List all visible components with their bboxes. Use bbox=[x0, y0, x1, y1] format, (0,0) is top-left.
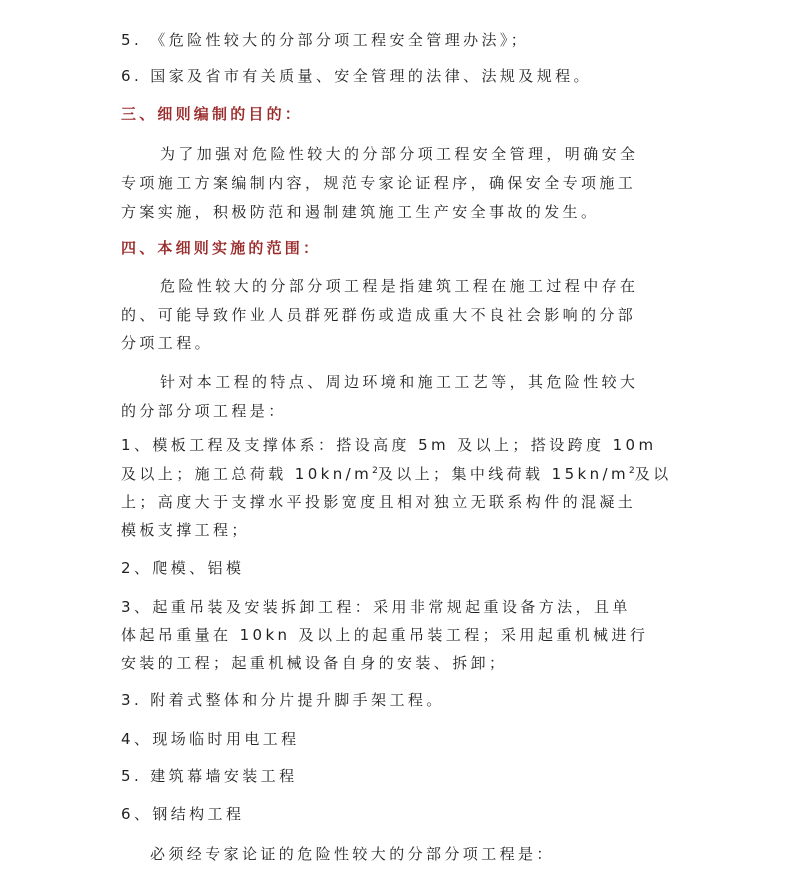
list-label: 5. bbox=[121, 31, 143, 49]
list-item-line: 模板支撑工程； bbox=[121, 521, 250, 539]
list-item-line bbox=[121, 464, 672, 484]
paragraph-line: 的分部分项工程是： bbox=[121, 402, 287, 420]
list-item: 4、现场临时用电工程 bbox=[121, 730, 300, 748]
paragraph-line: 为了加强对危险性较大的分部分项工程安全管理，明确安全 bbox=[160, 145, 639, 163]
superscript: 2 bbox=[372, 466, 378, 476]
list-item: 5. 建筑幕墙安装工程 bbox=[121, 767, 298, 785]
paragraph-line: 方案实施，积极防范和遏制建筑施工生产安全事故的发生。 bbox=[121, 203, 600, 221]
paragraph-line: 危险性较大的分部分项工程是指建筑工程在施工过程中存在 bbox=[160, 277, 639, 295]
text-segment: 及以上；施工总荷载 10kn/m bbox=[121, 465, 373, 483]
paragraph-line: 的、可能导致作业人员群死群伤或造成重大不良社会影响的分部 bbox=[121, 306, 637, 324]
list-text: 国家及省市有关质量、安全管理的法律、法规及规程。 bbox=[150, 67, 592, 85]
section-heading: 三、细则编制的目的： bbox=[121, 105, 304, 123]
list-item: 2、爬模、铝模 bbox=[121, 559, 245, 577]
list-label: 6. bbox=[121, 67, 143, 85]
list-item-line: 安装的工程；起重机械设备自身的安装、拆卸； bbox=[121, 654, 508, 672]
paragraph-line: 专项施工方案编制内容，规范专家论证程序，确保安全专项施工 bbox=[121, 174, 637, 192]
list-item-line: 上；高度大于支撑水平投影宽度且相对独立无联系构件的混凝土 bbox=[121, 493, 637, 511]
list-item bbox=[121, 30, 529, 50]
list-item-line: 3、起重吊装及安装拆卸工程：采用非常规起重设备方法，且单 bbox=[121, 598, 631, 616]
paragraph-line: 针对本工程的特点、周边环境和施工工艺等，其危险性较大 bbox=[160, 373, 639, 391]
list-item: 3. 附着式整体和分片提升脚手架工程。 bbox=[121, 691, 445, 709]
list-item bbox=[121, 66, 592, 86]
list-item-line: 体起吊重量在 10kn 及以上的起重吊装工程；采用起重机械进行 bbox=[121, 626, 649, 644]
paragraph-line: 分项工程。 bbox=[121, 334, 214, 352]
paragraph-line: 必须经专家论证的危险性较大的分部分项工程是： bbox=[150, 845, 555, 863]
list-item: 6、钢结构工程 bbox=[121, 805, 245, 823]
list-text: 《危险性较大的分部分项工程安全管理办法》； bbox=[150, 31, 530, 49]
list-item-line: 1、模板工程及支撑体系：搭设高度 5m 及以上；搭设跨度 10m bbox=[121, 436, 657, 454]
section-heading: 四、本细则实施的范围： bbox=[121, 239, 322, 257]
text-segment: 及以 bbox=[634, 465, 672, 483]
superscript: 2 bbox=[628, 466, 635, 476]
text-segment: 及以上；集中线荷载 15kn/m bbox=[377, 465, 629, 483]
